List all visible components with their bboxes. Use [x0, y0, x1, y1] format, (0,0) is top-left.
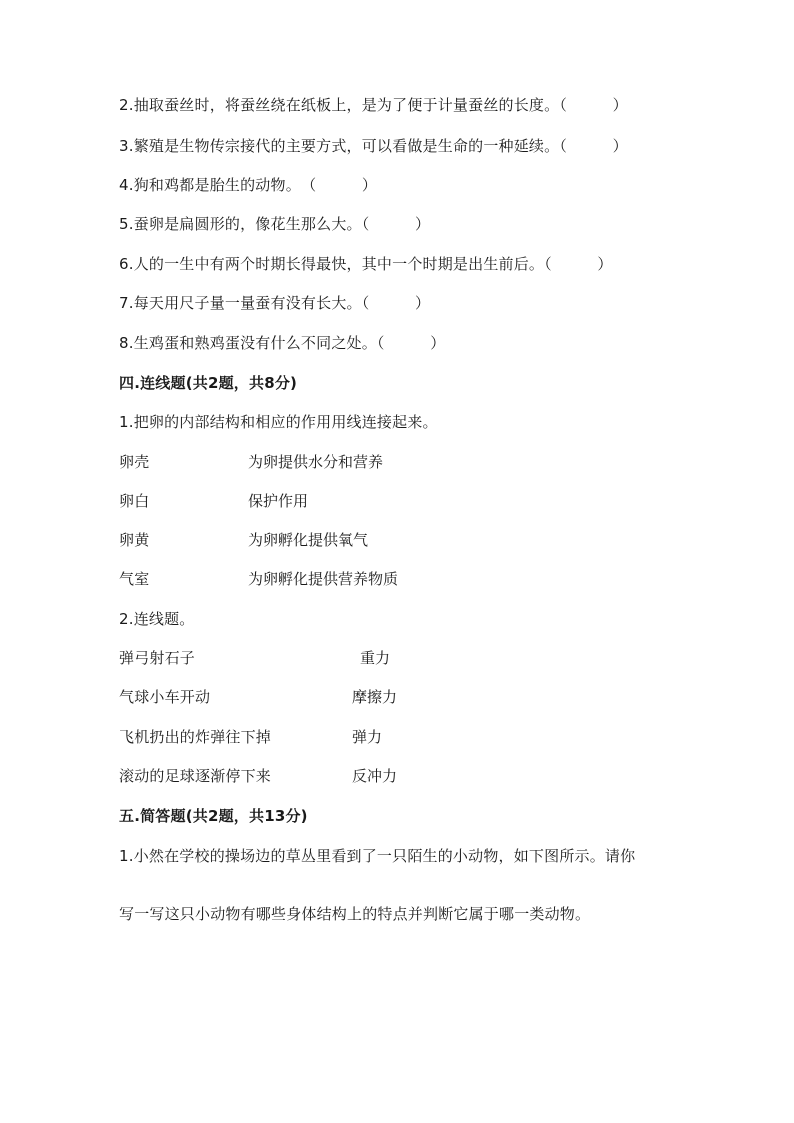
section-4-heading: 四.连线题(共2题，共8分)	[119, 374, 298, 392]
phenomenon-label: 滚动的足球逐渐停下来	[119, 767, 272, 785]
judgment-item-4: 4.狗和鸡都是胎生的动物。 （ ）	[119, 176, 378, 194]
force-label: 弹力	[352, 728, 383, 746]
short-answer-q1-line2: 写一写这只小动物有哪些身体结构上的特点并判断它属于哪一类动物。	[119, 905, 591, 923]
egg-function-label: 保护作用	[248, 492, 309, 510]
egg-part-label: 卵黄	[119, 531, 150, 549]
phenomenon-label: 飞机扔出的炸弹往下掉	[119, 728, 272, 746]
force-label: 重力	[360, 649, 391, 667]
egg-part-label: 卵白	[119, 492, 150, 510]
section-5-heading: 五.简答题(共2题，共13分)	[119, 807, 308, 825]
egg-function-label: 为卵孵化提供营养物质	[248, 570, 399, 588]
judgment-item-8: 8.生鸡蛋和熟鸡蛋没有什么不同之处。（ ）	[119, 334, 446, 352]
egg-part-label: 卵壳	[119, 453, 150, 471]
egg-function-label: 为卵提供水分和营养	[248, 453, 384, 471]
judgment-item-7: 7.每天用尺子量一量蚕有没有长大。（ ）	[119, 294, 431, 312]
judgment-item-2: 2.抽取蚕丝时，将蚕丝绕在纸板上，是为了便于计量蚕丝的长度。（ ）	[119, 96, 628, 114]
force-label: 摩擦力	[352, 688, 398, 706]
phenomenon-label: 弹弓射石子	[119, 649, 196, 667]
force-label: 反冲力	[352, 767, 398, 785]
phenomenon-label: 气球小车开动	[119, 688, 211, 706]
judgment-item-5: 5.蚕卵是扁圆形的，像花生那么大。（ ）	[119, 215, 431, 233]
egg-function-label: 为卵孵化提供氧气	[248, 531, 369, 549]
matching-q1-prompt: 1.把卵的内部结构和相应的作用用线连接起来。	[119, 413, 438, 431]
short-answer-q1-line1: 1.小然在学校的操场边的草丛里看到了一只陌生的小动物，如下图所示。请你	[119, 847, 636, 865]
egg-part-label: 气室	[119, 570, 150, 588]
judgment-item-6: 6.人的一生中有两个时期长得最快，其中一个时期是出生前后。（ ）	[119, 255, 613, 273]
judgment-item-3: 3.繁殖是生物传宗接代的主要方式，可以看做是生命的一种延续。（ ）	[119, 137, 628, 155]
matching-q2-prompt: 2.连线题。	[119, 610, 195, 628]
